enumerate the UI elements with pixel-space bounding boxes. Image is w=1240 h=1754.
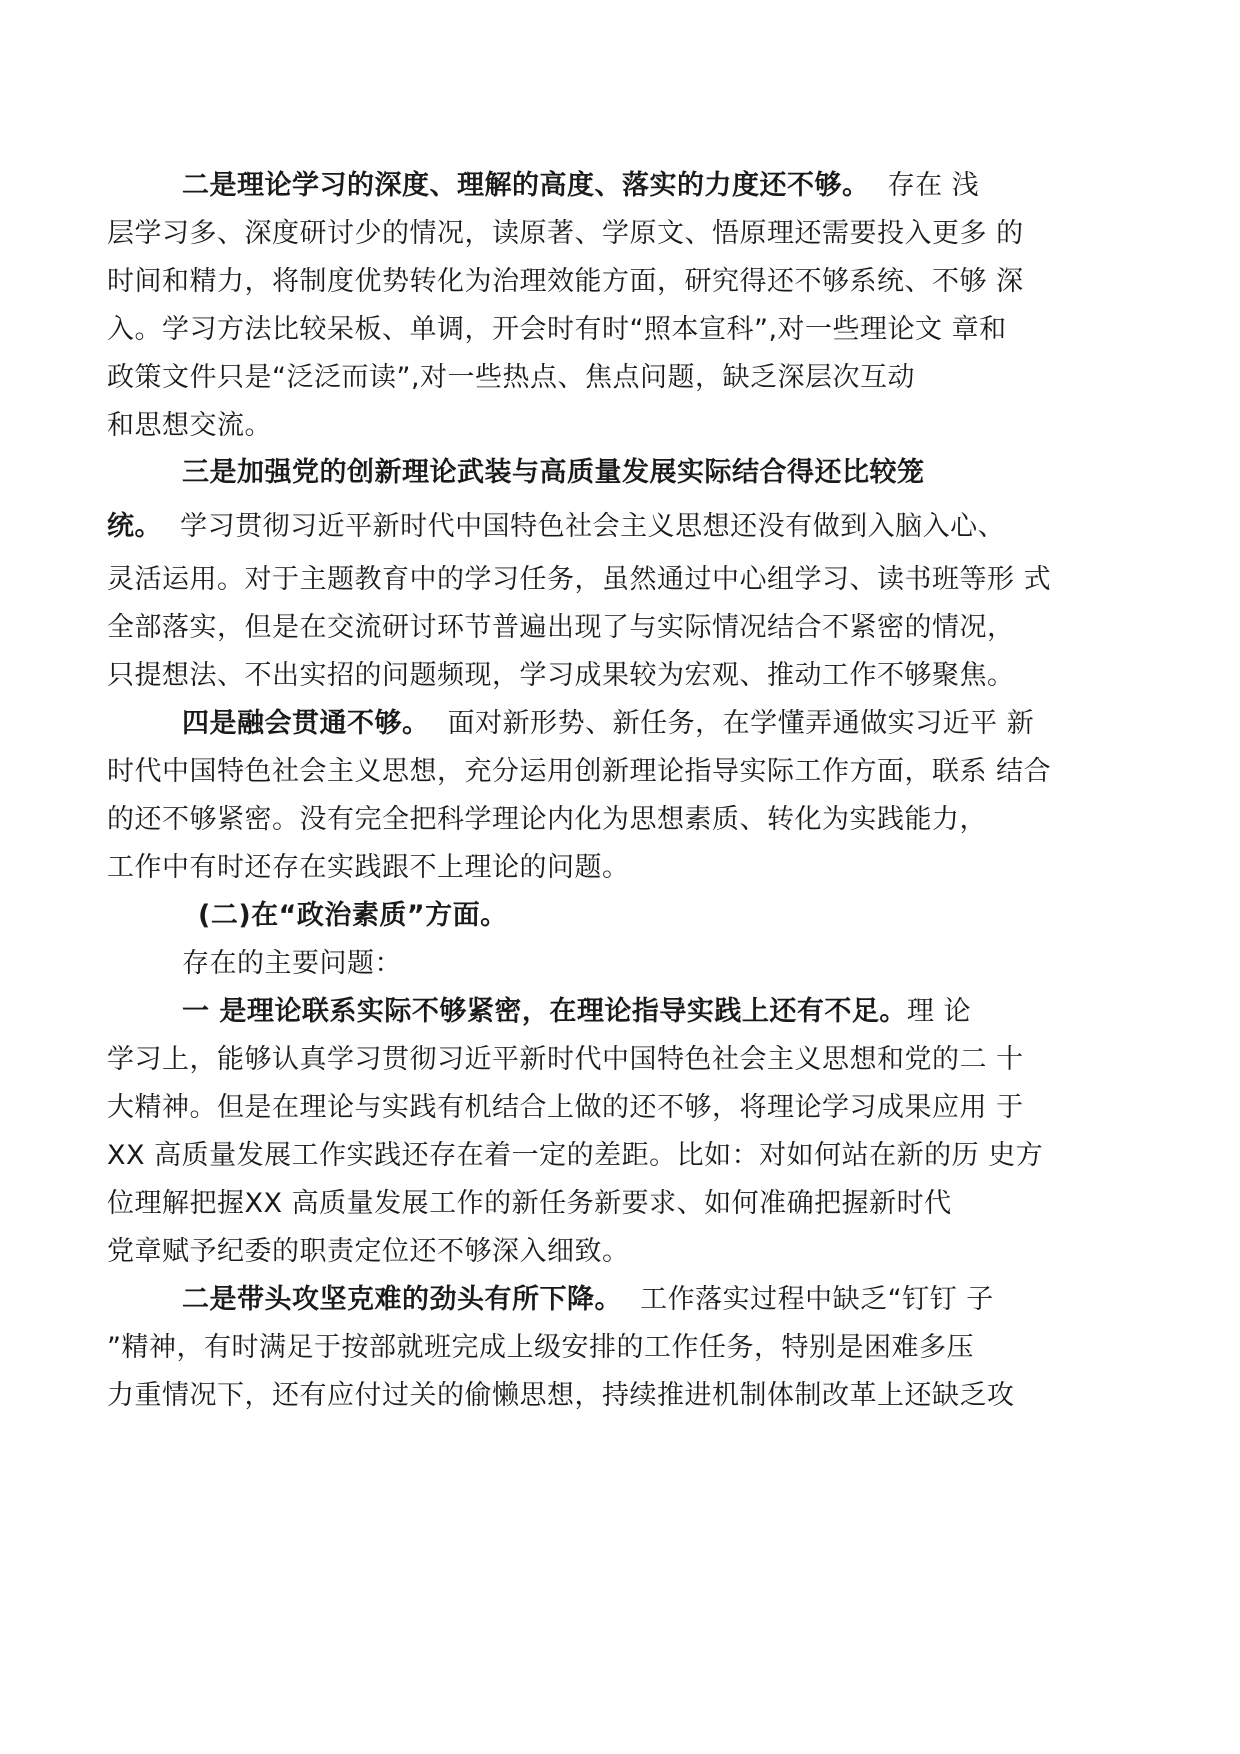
paragraph-4-line-6: 党章赋予纪委的职责定位还不够深入细致。 [107, 1236, 630, 1267]
paragraph-1-line-6: 和思想交流。 [107, 410, 272, 441]
paragraph-3-line-2: 时代中国特色社会主义思想，充分运用创新理论指导实际工作方面，联系 结合 [107, 756, 1052, 787]
paragraph-2-line-3: 全部落实，但是在交流研讨环节普遍出现了与实际情况结合不紧密的情况， [107, 612, 1015, 643]
paragraph-1-lead: 二是理论学习的深度、理解的高度、落实的力度还不够。 [182, 170, 870, 201]
paragraph-4-line-4: XX 高质量发展工作实践还存在着一定的差距。比如：对如何站在新的历 史方 [107, 1140, 1044, 1171]
paragraph-4-line-1 [182, 992, 971, 1032]
paragraph-2-line-2: 灵活运用。对于主题教育中的学习任务，虽然通过中心组学习、读书班等形 式 [107, 564, 1052, 595]
paragraph-4-text: 理 论 [906, 996, 971, 1027]
paragraph-1-line-4: 入。学习方法比较呆板、单调，开会时有时“照本宣科”,对一些理论文 章和 [107, 314, 1007, 345]
paragraph-5-text: 工作落实过程中缺乏“钉钉 子 [640, 1284, 994, 1315]
paragraph-1-text: 存在 浅 [887, 170, 980, 201]
paragraph-3-line-3: 的还不够紧密。没有完全把科学理论内化为思想素质、转化为实践能力， [107, 804, 987, 835]
paragraph-4-line-5: 位理解把握XX 高质量发展工作的新任务新要求、如何准确把握新时代 [107, 1188, 952, 1219]
paragraph-4-lead: 一 是理论联系实际不够紧密，在理论指导实践上还有不足。 [182, 996, 907, 1027]
paragraph-2-line-4: 只提想法、不出实招的问题频现，学习成果较为宏观、推动工作不够聚焦。 [107, 660, 1015, 691]
paragraph-5-line-3: 力重情况下，还有应付过关的偷懒思想，持续推进机制体制改革上还缺乏攻 [107, 1380, 1015, 1411]
paragraph-5-line-1 [182, 1280, 994, 1320]
paragraph-1-line-2: 层学习多、深度研讨少的情况，读原著、学原文、悟原理还需要投入更多 的 [107, 218, 1024, 249]
paragraph-2-lead-line [182, 453, 925, 493]
paragraph-2-text: 学习贯彻习近平新时代中国特色社会主义思想还没有做到入脑入心、 [180, 511, 1006, 542]
paragraph-5-lead: 二是带头攻坚克难的劲头有所下降。 [182, 1284, 622, 1315]
paragraph-4-line-3: 大精神。但是在理论与实践有机结合上做的还不够，将理论学习成果应用 于 [107, 1092, 1024, 1123]
paragraph-1-line-5: 政策文件只是“泛泛而读”,对一些热点、焦点问题，缺乏深层次互动 [107, 362, 916, 393]
section-heading-text: (二)在“政治素质”方面。 [198, 900, 508, 931]
paragraph-2-lead-end: 统。 [107, 511, 162, 542]
paragraph-2-lead: 三是加强党的创新理论武装与高质量发展实际结合得还比较笼 [182, 457, 925, 488]
section-heading [198, 896, 508, 936]
paragraph-1-line-1 [182, 166, 979, 206]
paragraph-3-lead: 四是融会贯通不够。 [182, 708, 430, 739]
paragraph-4-line-2: 学习上，能够认真学习贯彻习近平新时代中国特色社会主义思想和党的二 十 [107, 1044, 1024, 1075]
paragraph-5-line-2: ”精神，有时满足于按部就班完成上级安排的工作任务，特别是困难多压 [107, 1332, 974, 1363]
main-issues-label: 存在的主要问题： [182, 948, 402, 979]
paragraph-3-line-1 [182, 704, 1034, 744]
paragraph-2-line-1 [107, 507, 1005, 547]
paragraph-1-line-3: 时间和精力，将制度优势转化为治理效能方面，研究得还不够系统、不够 深 [107, 266, 1024, 297]
paragraph-3-line-4: 工作中有时还存在实践跟不上理论的问题。 [107, 852, 630, 883]
paragraph-3-text: 面对新形势、新任务，在学懂弄通做实习近平 新 [447, 708, 1035, 739]
